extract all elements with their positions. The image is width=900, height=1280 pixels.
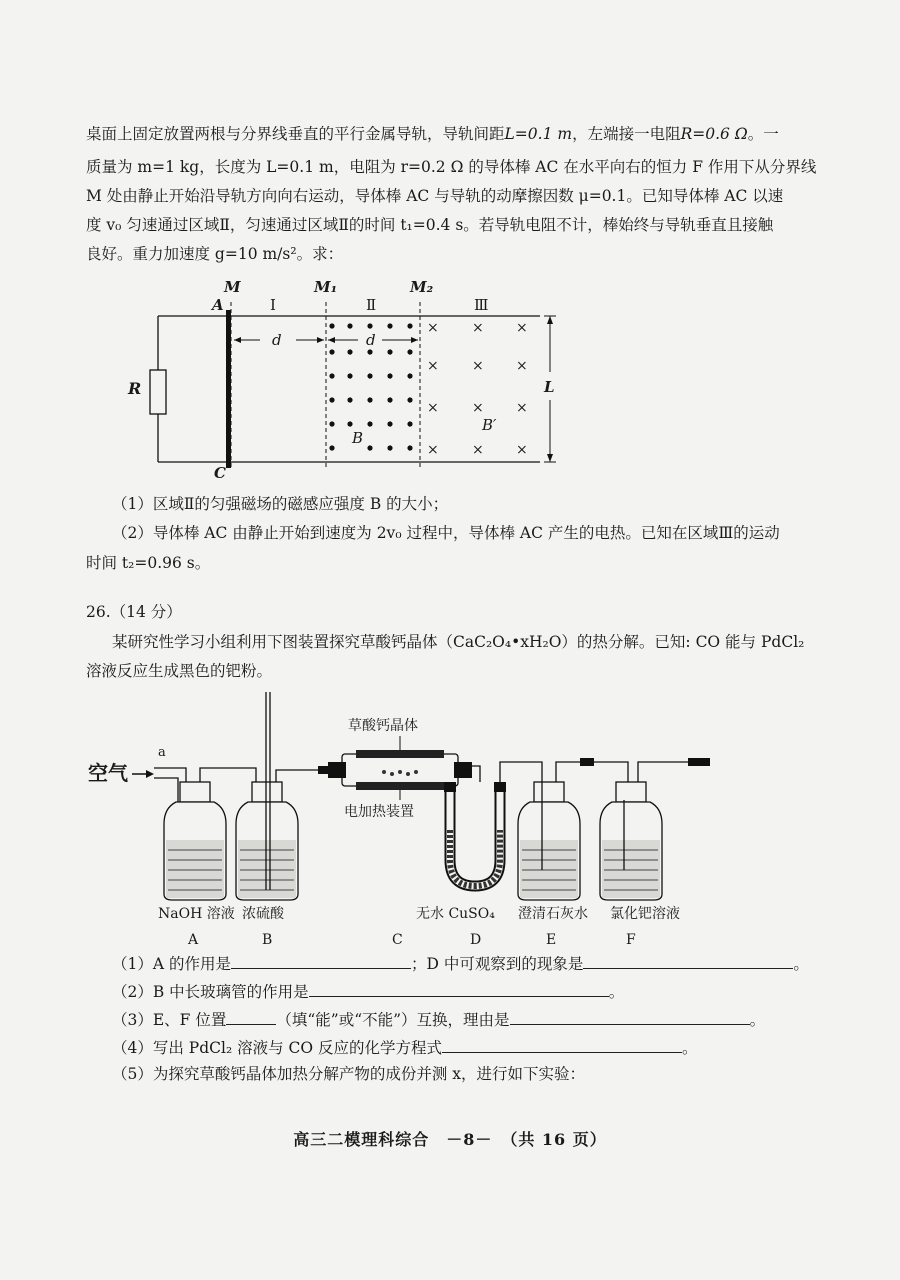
apparatus-diagram [80,690,780,950]
svg-text:×: × [472,442,484,458]
apparatus-label-A: A [188,932,199,948]
svg-text:×: × [516,358,528,374]
bottle-E-solution: 澄清石灰水 [518,906,588,922]
chem-question-4: （4）写出 PdCl₂ 溶液与 CO 反应的化学方程式 。 [112,1036,698,1058]
apparatus-label-C: C [392,932,403,948]
label-M1: M₁ [314,278,338,296]
dimension-L: L [544,378,555,396]
svg-text:×: × [472,358,484,374]
physics-intro-line1: 桌面上固定放置两根与分界线垂直的平行金属导轨，导轨间距L=0.1 m，左端接一电阻R=0.6 Ω。一 [86,125,779,143]
label-M2: M₂ [410,278,434,296]
svg-text:×: × [472,320,484,336]
chem-question-2: （2）B 中长玻璃管的作用是 。 [112,980,624,1002]
bottle-B [236,692,320,900]
label-C: C [214,464,226,482]
label-B: B [352,429,364,447]
physics-intro-line4: 度 v₀ 匀速通过区域Ⅱ，匀速通过区域Ⅱ的时间 t₁=0.4 s。若导轨电阻不计，棒始终与导轨垂直且接触 [86,216,774,234]
bottle-F [600,758,710,900]
answer-blank-3b[interactable] [510,1008,750,1025]
resistor-label: R [128,379,142,398]
svg-text:×: × [427,442,439,458]
chem-question-1: （1）A 的作用是 ；D 中可观察到的现象是 。 [112,952,809,974]
bottle-A-solution: NaOH 溶液 [158,906,235,922]
svg-text:×: × [427,358,439,374]
region-I-label: Ⅰ [270,296,276,314]
dimension-d-region1: d [272,331,282,349]
label-M: M [224,278,241,296]
heater-label: 电加热装置 [344,804,414,820]
apparatus-label-B: B [262,932,273,948]
answer-blank-2[interactable] [309,980,609,997]
region-III-label: Ⅲ [474,296,489,314]
svg-text:×: × [516,442,528,458]
physics-intro-line5: 良好。重力加速度 g=10 m/s²。求： [86,245,344,263]
air-label: 空气 [88,761,128,785]
label-A: A [212,296,224,314]
chem-question-3: （3）E、F 位置 （填“能”或“不能”）互换，理由是 。 [112,1008,765,1030]
physics-question-2-line2: 时间 t₂=0.96 s。 [86,554,211,572]
crystal-label: 草酸钙晶体 [348,718,418,734]
tube-D-reagent: 无水 CuSO₄ [416,906,495,922]
answer-blank-1a[interactable] [231,952,411,969]
chem-intro-line1: 某研究性学习小组利用下图装置探究草酸钙晶体（CaC₂O₄•xH₂O）的热分解。已知: CO 能与 PdCl₂ [112,633,805,651]
svg-text:×: × [516,320,528,336]
label-B-prime: B′ [482,416,497,434]
answer-blank-1b[interactable] [583,952,793,969]
answer-blank-3a[interactable] [226,1008,276,1025]
region-II-label: Ⅱ [366,296,377,314]
inlet-a-label: a [158,745,166,760]
apparatus-label-F: F [626,932,636,948]
dimension-d-region2: d [366,331,376,349]
apparatus-label-E: E [546,932,557,948]
chem-question-heading: 26.（14 分） [86,603,182,621]
apparatus-label-D: D [470,932,482,948]
rail-magnetic-field-diagram [120,272,580,482]
physics-question-2-line1: （2）导体棒 AC 由静止开始到速度为 2v₀ 过程中，导体棒 AC 产生的电热。已知在区域Ⅲ的运动 [112,524,780,542]
bottle-F-solution: 氯化钯溶液 [610,906,680,922]
answer-blank-4[interactable] [442,1036,682,1053]
physics-question-1: （1）区域Ⅱ的匀强磁场的磁感应强度 B 的大小； [112,495,449,513]
physics-intro-line2: 质量为 m=1 kg，长度为 L=0.1 m，电阻为 r=0.2 Ω 的导体棒 AC 在水平向右的恒力 F 作用下从分界线 [86,158,817,176]
svg-text:×: × [427,400,439,416]
bottle-B-solution: 浓硫酸 [242,906,284,922]
svg-text:×: × [472,400,484,416]
field-crosses-into-page [427,320,528,458]
physics-intro-line3: M 处由静止开始沿导轨方向向右运动，导体棒 AC 与导轨的动摩擦因数 μ=0.1。已知导体棒 AC 以速 [86,187,784,205]
chem-question-5: （5）为探究草酸钙晶体加热分解产物的成份并测 x，进行如下实验： [112,1065,586,1083]
chem-intro-line2: 溶液反应生成黑色的钯粉。 [86,662,273,680]
conductor-bar-AC [226,310,231,468]
svg-text:×: × [516,400,528,416]
svg-text:×: × [427,320,439,336]
page-footer: 高三二模理科综合 －8－ （共 16 页） [293,1130,607,1149]
resistor [150,370,166,414]
